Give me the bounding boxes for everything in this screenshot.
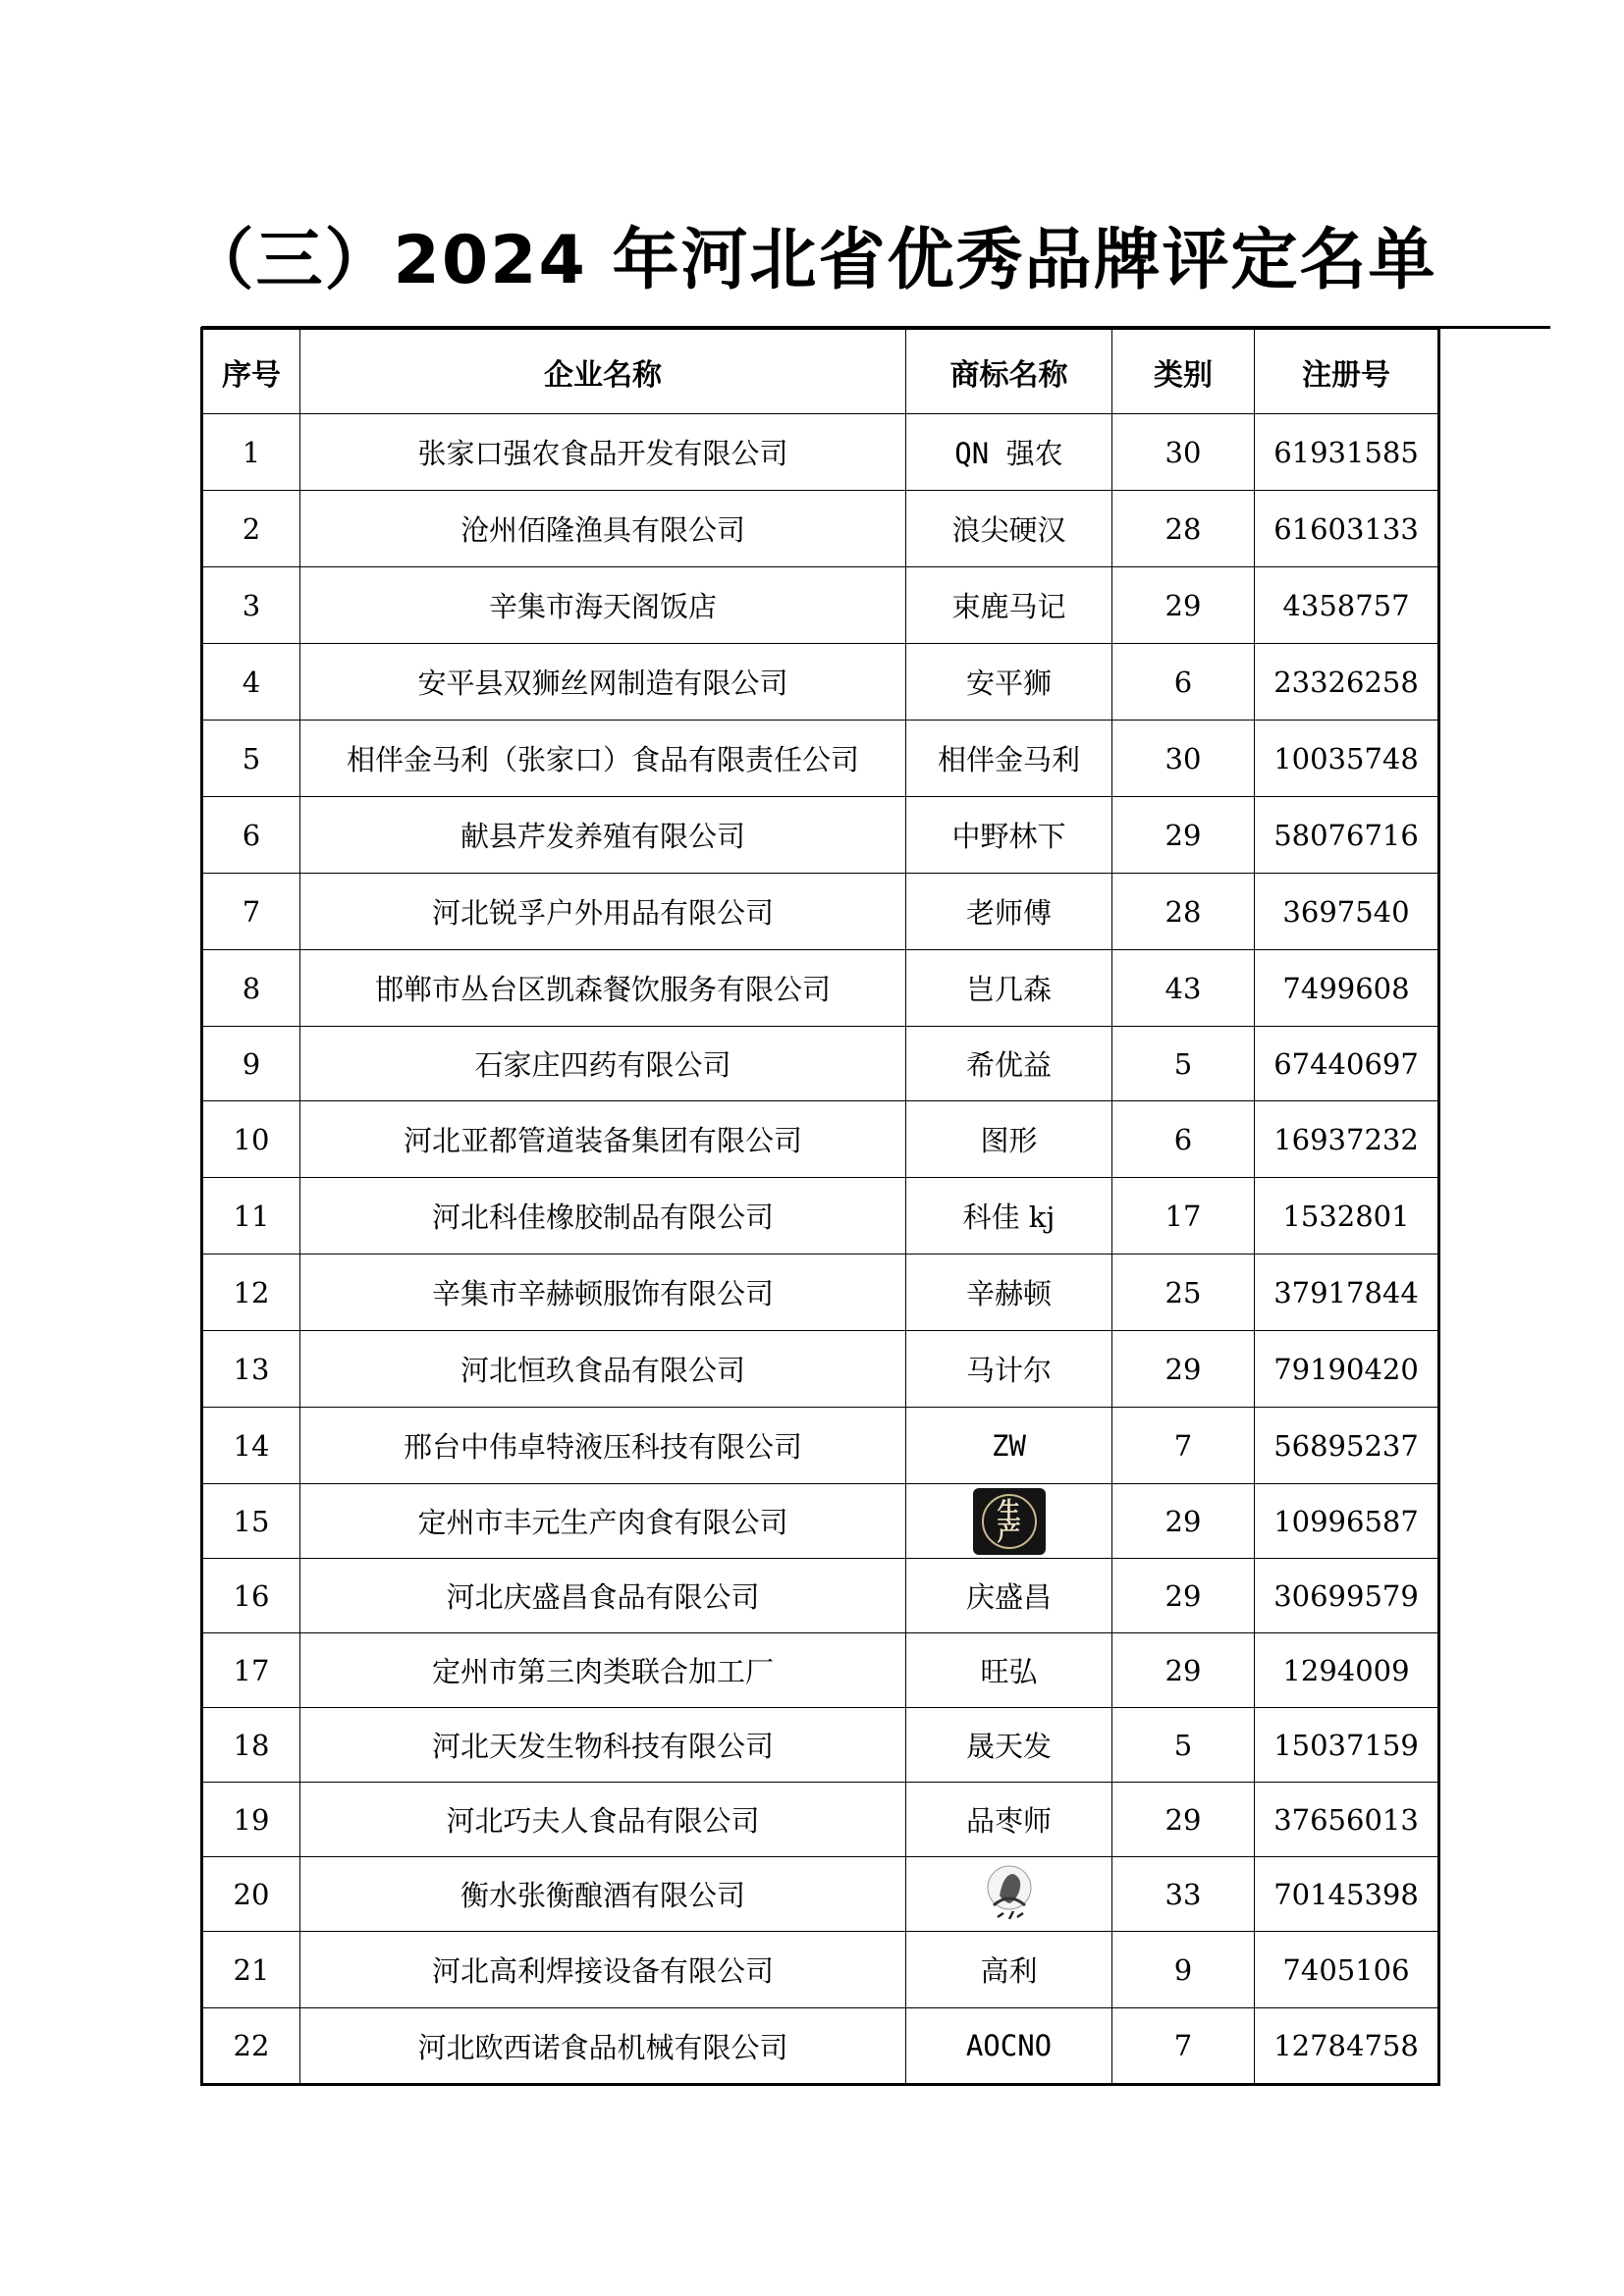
cell-trademark: 岂几森	[906, 950, 1112, 1027]
cell-reg-no: 61931585	[1255, 414, 1439, 491]
cell-class: 7	[1112, 1408, 1255, 1484]
cell-class: 6	[1112, 1101, 1255, 1178]
cell-company: 河北巧夫人食品有限公司	[300, 1783, 906, 1857]
table-row	[202, 1708, 1439, 1783]
cell-reg-no: 56895237	[1255, 1408, 1439, 1484]
table-row	[202, 950, 1439, 1027]
cell-company: 安平县双狮丝网制造有限公司	[300, 644, 906, 721]
cell-company: 河北亚都管道装备集团有限公司	[300, 1101, 906, 1178]
cell-trademark: 希优益	[906, 1027, 1112, 1101]
cell-class: 28	[1112, 874, 1255, 950]
cell-no: 18	[202, 1708, 300, 1783]
cell-company: 定州市丰元生产肉食有限公司	[300, 1484, 906, 1559]
table-row	[202, 491, 1439, 567]
cell-no: 13	[202, 1331, 300, 1408]
cell-company: 邢台中伟卓特液压科技有限公司	[300, 1408, 906, 1484]
cell-no: 5	[202, 721, 300, 797]
cell-class: 29	[1112, 1559, 1255, 1633]
cell-reg-no: 1532801	[1255, 1178, 1439, 1255]
cell-no: 1	[202, 414, 300, 491]
cell-reg-no: 15037159	[1255, 1708, 1439, 1783]
cell-company: 邯郸市丛台区凯森餐饮服务有限公司	[300, 950, 906, 1027]
cell-reg-no: 37656013	[1255, 1783, 1439, 1857]
cell-company: 石家庄四药有限公司	[300, 1027, 906, 1101]
cell-trademark: 束鹿马记	[906, 567, 1112, 644]
table-row	[202, 1783, 1439, 1857]
cell-no: 15	[202, 1484, 300, 1559]
cell-reg-no: 3697540	[1255, 874, 1439, 950]
cell-class: 29	[1112, 567, 1255, 644]
cell-reg-no: 12784758	[1255, 2008, 1439, 2085]
table-row	[202, 1484, 1439, 1559]
cell-trademark: QN 强农	[906, 414, 1112, 491]
cell-trademark: 中野林下	[906, 797, 1112, 874]
cell-no: 22	[202, 2008, 300, 2085]
cell-no: 12	[202, 1255, 300, 1331]
table-row	[202, 874, 1439, 950]
cell-no: 10	[202, 1101, 300, 1178]
cell-class: 5	[1112, 1708, 1255, 1783]
cell-trademark: 旺弘	[906, 1633, 1112, 1708]
cell-company: 河北高利焊接设备有限公司	[300, 1932, 906, 2008]
cell-class: 29	[1112, 1484, 1255, 1559]
cell-class: 17	[1112, 1178, 1255, 1255]
cell-no: 21	[202, 1932, 300, 2008]
cell-reg-no: 7405106	[1255, 1932, 1439, 2008]
table-row	[202, 1932, 1439, 2008]
cell-company: 河北锐孚户外用品有限公司	[300, 874, 906, 950]
cell-class: 29	[1112, 797, 1255, 874]
cell-class: 28	[1112, 491, 1255, 567]
cell-reg-no: 1294009	[1255, 1633, 1439, 1708]
cell-reg-no: 10996587	[1255, 1484, 1439, 1559]
cell-trademark: 科佳 kj	[906, 1178, 1112, 1255]
cell-no: 4	[202, 644, 300, 721]
cell-trademark: 图形	[906, 1101, 1112, 1178]
cell-company: 河北科佳橡胶制品有限公司	[300, 1178, 906, 1255]
cell-no: 11	[202, 1178, 300, 1255]
cell-trademark	[906, 1484, 1112, 1559]
cell-no: 17	[202, 1633, 300, 1708]
table-header-row	[202, 329, 1439, 414]
cell-trademark: AOCNO	[906, 2008, 1112, 2085]
cell-company: 衡水张衡酿酒有限公司	[300, 1857, 906, 1932]
cell-trademark: 老师傅	[906, 874, 1112, 950]
cell-company: 辛集市海天阁饭店	[300, 567, 906, 644]
cell-trademark: 安平狮	[906, 644, 1112, 721]
cell-class: 6	[1112, 644, 1255, 721]
header-company: 企业名称	[300, 329, 906, 414]
cell-company: 沧州佰隆渔具有限公司	[300, 491, 906, 567]
cell-company: 河北天发生物科技有限公司	[300, 1708, 906, 1783]
cell-class: 43	[1112, 950, 1255, 1027]
header-class: 类别	[1112, 329, 1255, 414]
cell-trademark: ZW	[906, 1408, 1112, 1484]
cell-trademark: 辛赫顿	[906, 1255, 1112, 1331]
table-row	[202, 1633, 1439, 1708]
table-row	[202, 721, 1439, 797]
cell-no: 7	[202, 874, 300, 950]
cell-reg-no: 16937232	[1255, 1101, 1439, 1178]
cell-class: 25	[1112, 1255, 1255, 1331]
cell-class: 33	[1112, 1857, 1255, 1932]
cell-class: 9	[1112, 1932, 1255, 2008]
trademark-logo-portrait-icon	[980, 1862, 1039, 1927]
cell-no: 6	[202, 797, 300, 874]
cell-class: 7	[1112, 2008, 1255, 2085]
cell-trademark: 浪尖硬汉	[906, 491, 1112, 567]
page-title: （三）2024 年河北省优秀品牌评定名单	[187, 222, 1437, 299]
header-trademark: 商标名称	[906, 329, 1112, 414]
trademark-logo-seal-icon	[973, 1488, 1046, 1555]
trademark-logo-text: 生 产	[997, 1496, 1021, 1546]
cell-no: 16	[202, 1559, 300, 1633]
cell-reg-no: 70145398	[1255, 1857, 1439, 1932]
cell-no: 8	[202, 950, 300, 1027]
header-reg-no: 注册号	[1255, 329, 1439, 414]
cell-reg-no: 23326258	[1255, 644, 1439, 721]
cell-class: 29	[1112, 1783, 1255, 1857]
table-row	[202, 1331, 1439, 1408]
table-row	[202, 567, 1439, 644]
cell-class: 5	[1112, 1027, 1255, 1101]
cell-trademark: 相伴金马利	[906, 721, 1112, 797]
cell-company: 相伴金马利（张家口）食品有限责任公司	[300, 721, 906, 797]
cell-trademark: 晟天发	[906, 1708, 1112, 1783]
cell-reg-no: 37917844	[1255, 1255, 1439, 1331]
cell-company: 张家口强农食品开发有限公司	[300, 414, 906, 491]
cell-class: 30	[1112, 721, 1255, 797]
cell-class: 30	[1112, 414, 1255, 491]
table-row	[202, 1027, 1439, 1101]
cell-company: 河北欧西诺食品机械有限公司	[300, 2008, 906, 2085]
table-body	[202, 414, 1439, 2085]
cell-reg-no: 61603133	[1255, 491, 1439, 567]
table-row	[202, 1178, 1439, 1255]
cell-trademark: 品枣师	[906, 1783, 1112, 1857]
cell-reg-no: 10035748	[1255, 721, 1439, 797]
cell-no: 2	[202, 491, 300, 567]
cell-reg-no: 7499608	[1255, 950, 1439, 1027]
table-row	[202, 797, 1439, 874]
cell-trademark: 马计尔	[906, 1331, 1112, 1408]
table-row	[202, 2008, 1439, 2085]
cell-trademark	[906, 1857, 1112, 1932]
header-no: 序号	[202, 329, 300, 414]
table-row	[202, 1559, 1439, 1633]
brand-list-table	[200, 327, 1440, 2086]
cell-reg-no: 67440697	[1255, 1027, 1439, 1101]
cell-no: 19	[202, 1783, 300, 1857]
cell-company: 定州市第三肉类联合加工厂	[300, 1633, 906, 1708]
table-row	[202, 1408, 1439, 1484]
cell-trademark: 高利	[906, 1932, 1112, 2008]
cell-reg-no: 58076716	[1255, 797, 1439, 874]
cell-reg-no: 30699579	[1255, 1559, 1439, 1633]
cell-no: 14	[202, 1408, 300, 1484]
table-row	[202, 1101, 1439, 1178]
cell-no: 20	[202, 1857, 300, 1932]
cell-no: 3	[202, 567, 300, 644]
cell-company: 辛集市辛赫顿服饰有限公司	[300, 1255, 906, 1331]
table-row	[202, 644, 1439, 721]
table-row	[202, 1255, 1439, 1331]
cell-trademark: 庆盛昌	[906, 1559, 1112, 1633]
cell-company: 献县芹发养殖有限公司	[300, 797, 906, 874]
cell-no: 9	[202, 1027, 300, 1101]
table-row	[202, 414, 1439, 491]
cell-company: 河北恒玖食品有限公司	[300, 1331, 906, 1408]
cell-class: 29	[1112, 1633, 1255, 1708]
cell-class: 29	[1112, 1331, 1255, 1408]
table-row	[202, 1857, 1439, 1932]
cell-reg-no: 4358757	[1255, 567, 1439, 644]
cell-company: 河北庆盛昌食品有限公司	[300, 1559, 906, 1633]
cell-reg-no: 79190420	[1255, 1331, 1439, 1408]
